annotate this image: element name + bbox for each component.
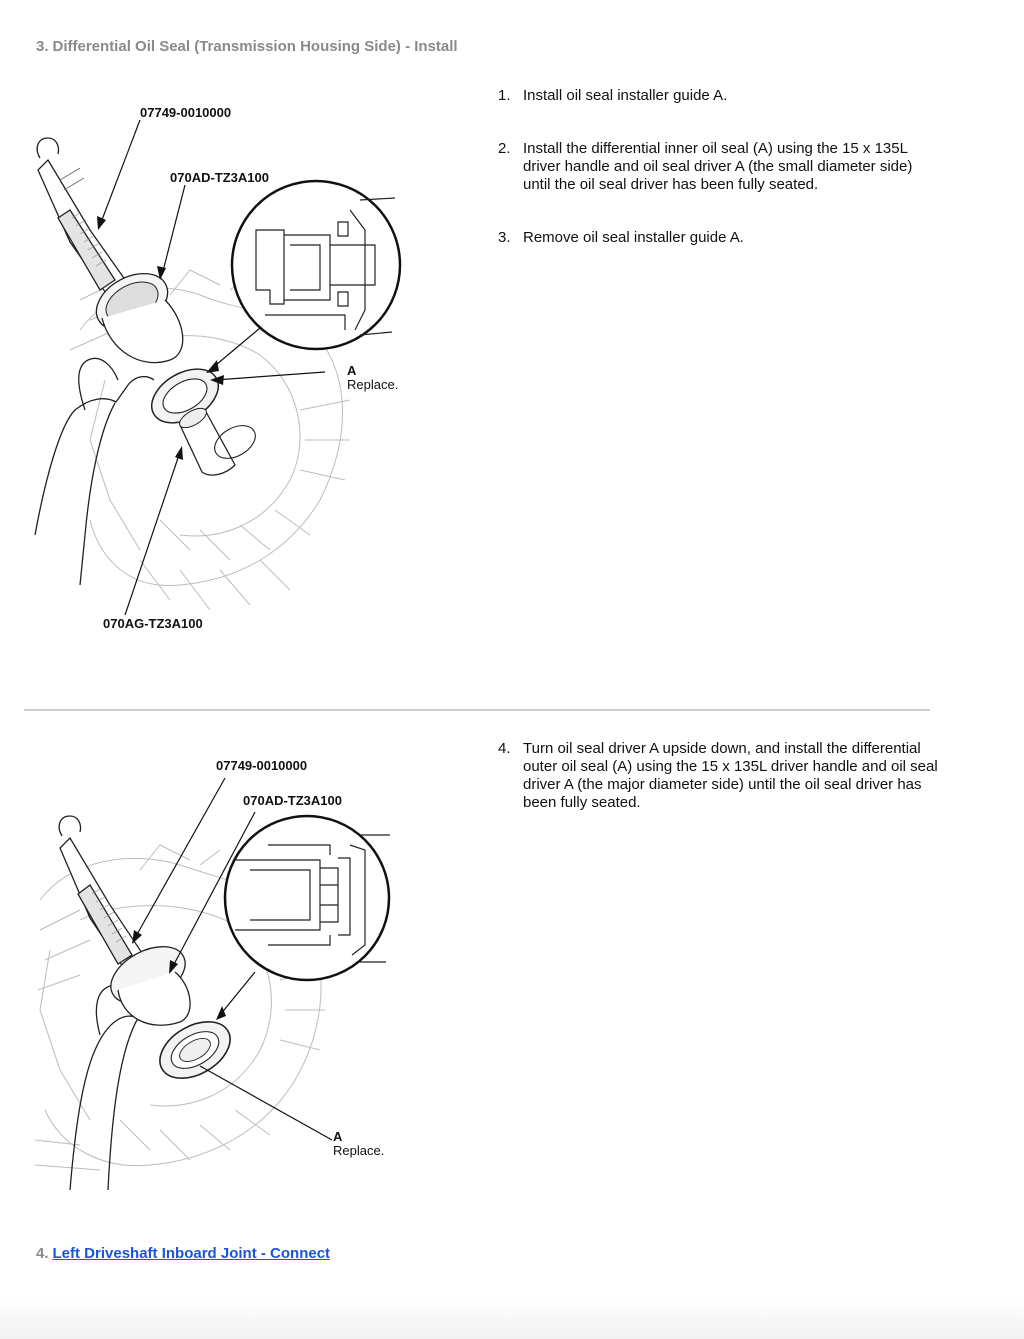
step-text: Turn oil seal driver A upside down, and install the differential outer oil seal (A) using the 15 x 135L driver handle and oil seal driver A (the major diameter side) until the oil seal driver has been fully seated. xyxy=(523,740,938,811)
section-divider xyxy=(24,709,930,711)
part-a-letter: A xyxy=(333,1129,343,1144)
callout-part-a xyxy=(347,364,398,392)
step-number: 1. xyxy=(498,87,511,104)
outer-seal-illustration xyxy=(20,750,460,1200)
callout-tool-07749: 07749-0010000 xyxy=(140,105,232,120)
step-text: Remove oil seal installer guide A. xyxy=(523,229,744,246)
callout-part-a xyxy=(333,1130,384,1158)
figure-inner-seal-install xyxy=(20,80,460,650)
next-procedure-link[interactable]: Left Driveshaft Inboard Joint - Connect xyxy=(52,1245,331,1262)
part-a-note: Replace. xyxy=(347,377,399,392)
next-procedure xyxy=(36,1245,330,1262)
figure-outer-seal-install xyxy=(20,750,460,1200)
step-text: Install oil seal installer guide A. xyxy=(523,87,728,104)
part-a-note: Replace. xyxy=(333,1143,385,1158)
callout-tool-070ag: 070AG-TZ3A100 xyxy=(103,616,203,631)
step-3 xyxy=(498,229,938,247)
step-1 xyxy=(498,87,938,105)
next-procedure-number: 4. xyxy=(36,1245,49,1262)
part-a-letter: A xyxy=(347,363,357,378)
section-number: 3. xyxy=(36,38,49,55)
steps-top xyxy=(498,87,938,247)
section-title xyxy=(36,38,458,55)
section-title-text: Differential Oil Seal (Transmission Housing Side) - Install xyxy=(52,38,458,55)
step-text: Install the differential inner oil seal (A) using the 15 x 135L driver handle and oil seal driver A (the small diameter side) until the oil seal driver has been fully seated. xyxy=(523,140,913,193)
page-footer-band xyxy=(0,1296,1024,1339)
step-number: 4. xyxy=(498,740,511,757)
callout-tool-07749: 07749-0010000 xyxy=(216,758,308,773)
step-number: 3. xyxy=(498,229,511,246)
steps-bottom xyxy=(498,740,938,812)
callout-tool-070ad: 070AD-TZ3A100 xyxy=(170,170,269,185)
step-number: 2. xyxy=(498,140,511,157)
step-4 xyxy=(498,740,938,812)
callout-tool-070ad: 070AD-TZ3A100 xyxy=(243,793,342,808)
step-2 xyxy=(498,140,938,194)
